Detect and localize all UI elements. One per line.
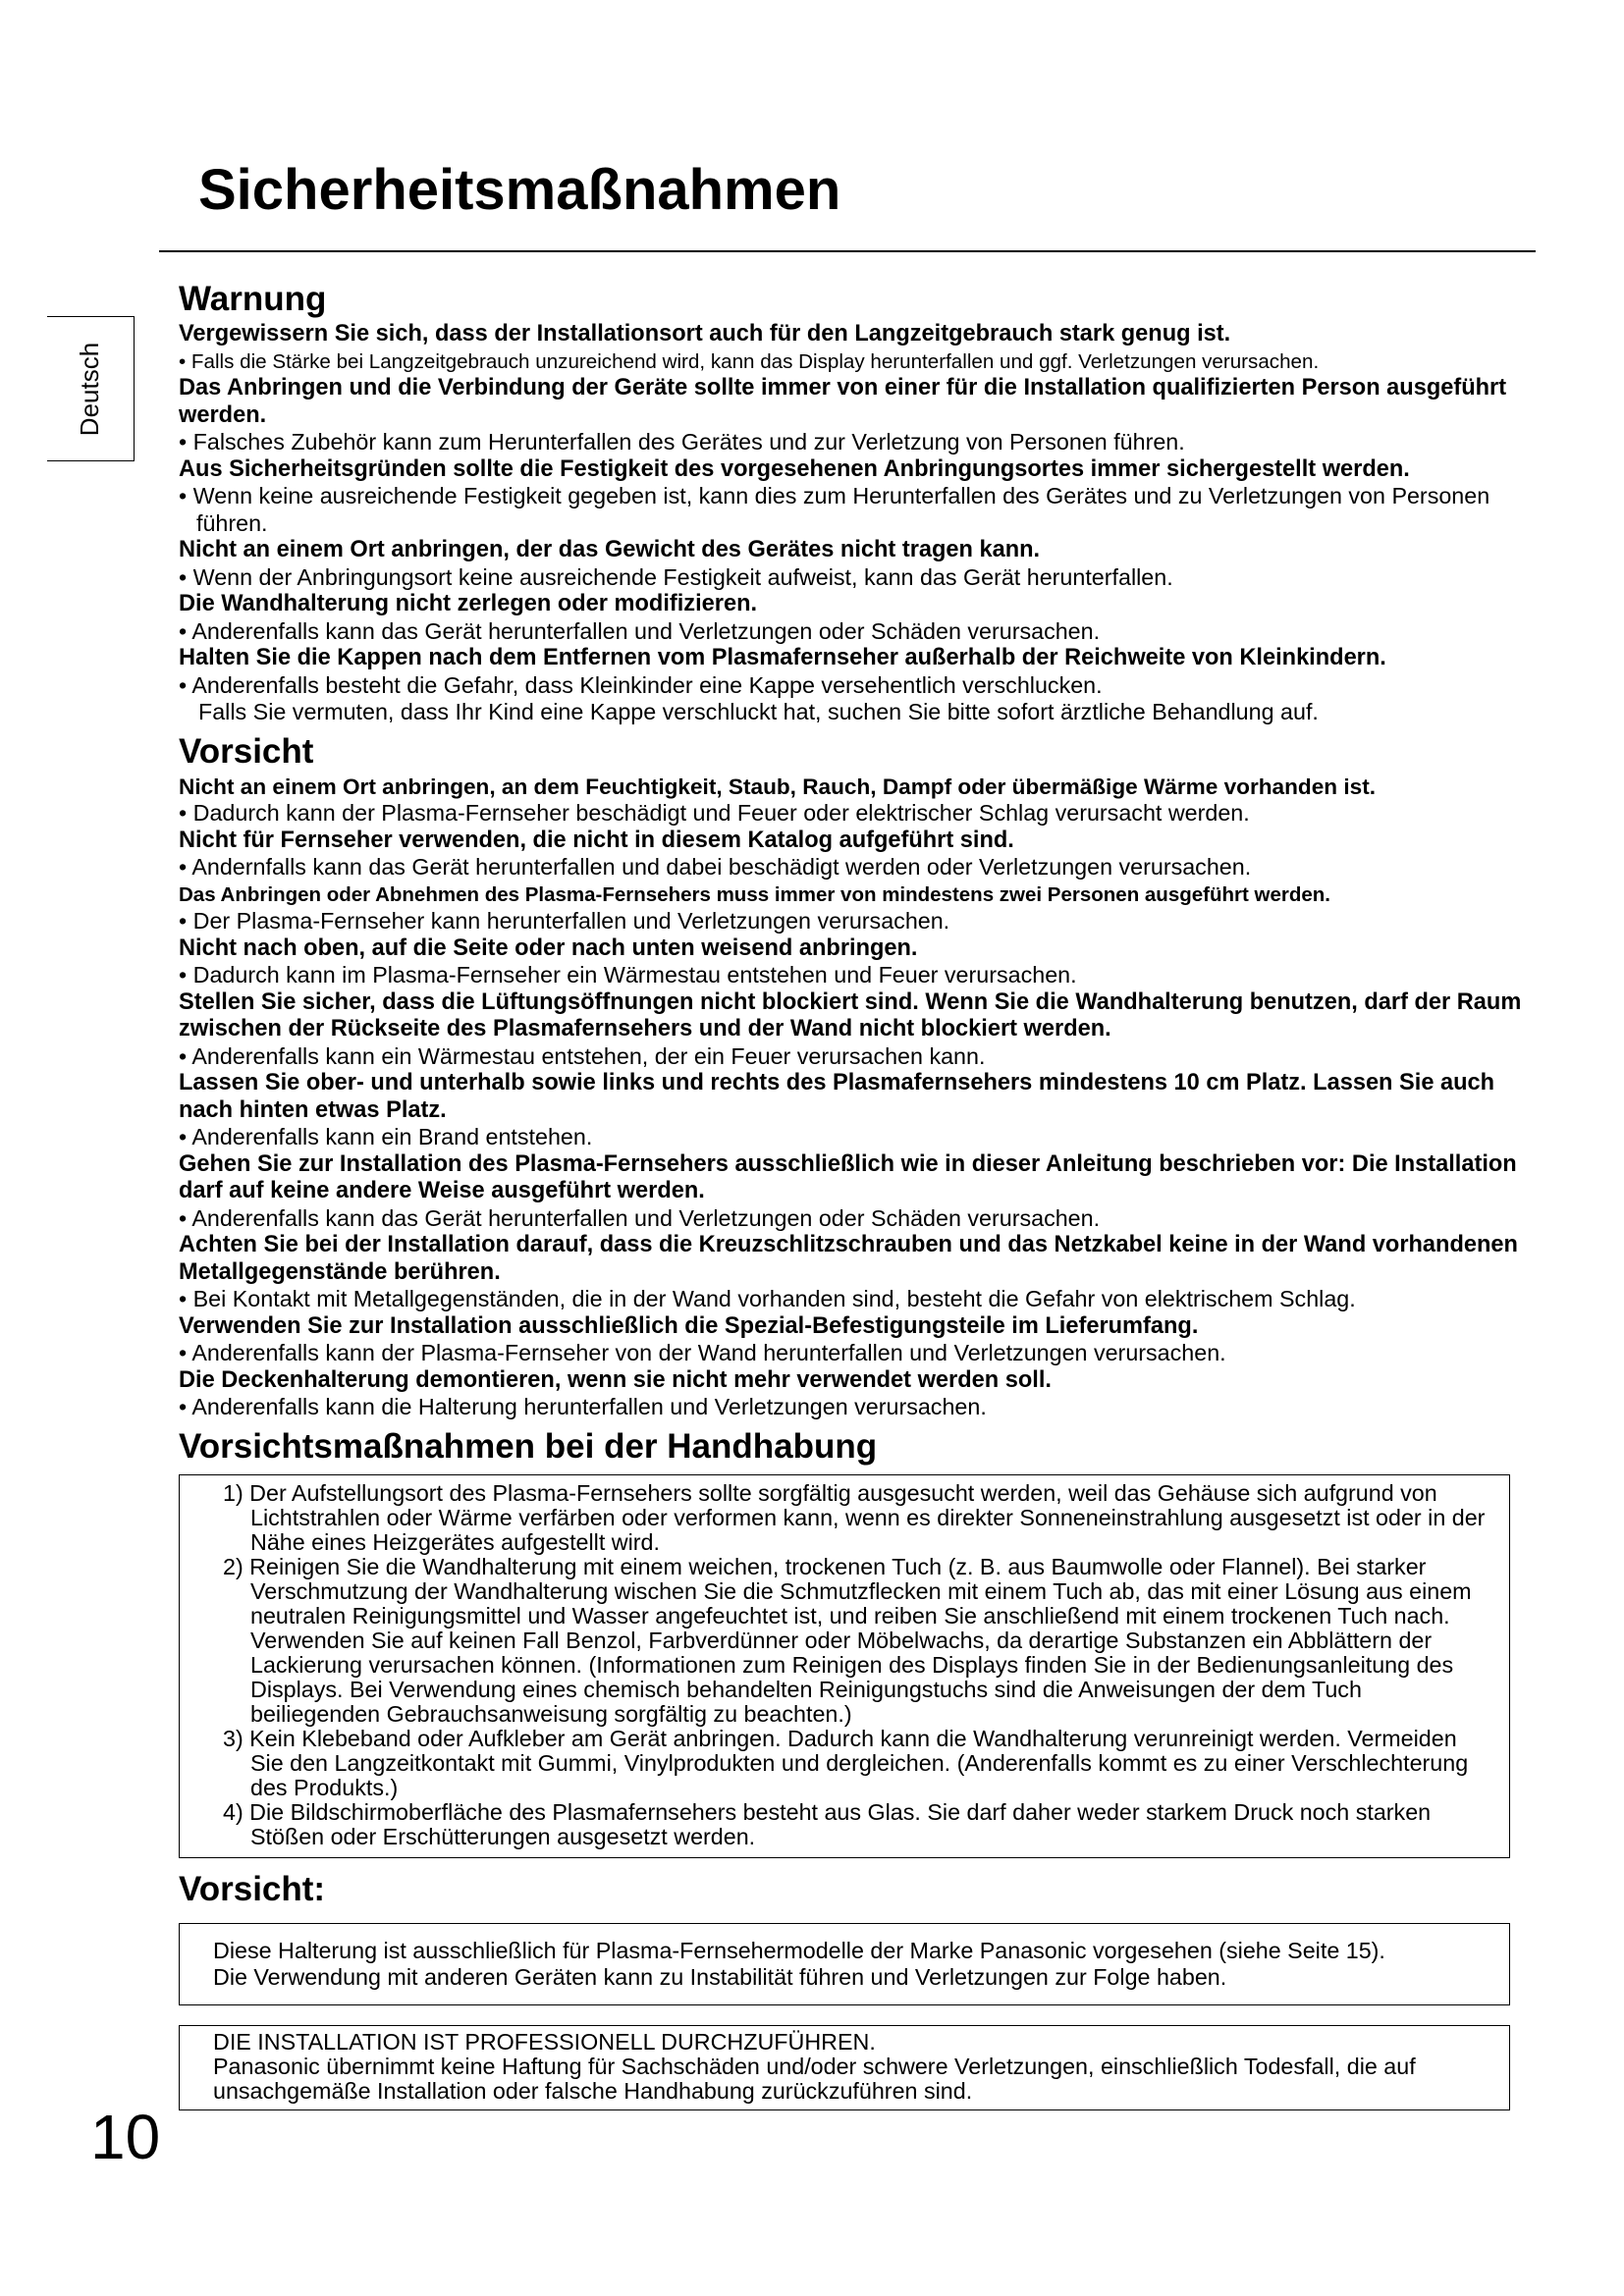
handling-heading: Vorsichtsmaßnahmen bei der Handhabung <box>179 1426 878 1466</box>
language-tab-label: Deutsch <box>75 342 105 436</box>
title-divider <box>159 250 1536 252</box>
caution-item-bullet: • Anderenfalls kann ein Wärmestau entstehen, der ein Feuer verursachen kann. <box>179 1042 986 1069</box>
caution-item <box>179 774 1536 828</box>
warning-item-bullet: • Anderenfalls kann das Gerät herunterfallen und Verletzungen oder Schäden verursachen. <box>179 617 1101 644</box>
vorsicht-heading: Vorsicht <box>179 731 314 771</box>
caution-item-bullet: • Anderenfalls kann die Halterung herunterfallen und Verletzungen verursachen. <box>179 1394 987 1419</box>
vorsicht-note-line: Die Verwendung mit anderen Geräten kann zu Instabilität führen und Verletzungen zur Folge haben. <box>213 1963 1227 1990</box>
caution-item-head: Nicht an einem Ort anbringen, an dem Feuchtigkeit, Staub, Rauch, Dampf oder übermäßige Wärme vorhanden ist. <box>179 774 1377 799</box>
caution-item-bullet: • Anderenfalls kann der Plasma-Fernseher von der Wand herunterfallen und Verletzungen verursachen. <box>179 1340 1226 1365</box>
caution-item <box>179 828 1536 881</box>
warning-item <box>179 375 1536 456</box>
language-tab <box>47 316 135 461</box>
caution-item-head: Gehen Sie zur Installation des Plasma-Fernsehers ausschließlich wie in dieser Anleitung beschrieben vor: Die Installation darf auf keine andere Weise ausgeführt werden. <box>179 1150 1517 1203</box>
vorsicht-note-box <box>179 1923 1510 2005</box>
caution-item-head: Die Deckenhalterung demontieren, wenn sie nicht mehr verwendet werden soll. <box>179 1366 1052 1393</box>
warning-item-bullet: • Wenn der Anbringungsort keine ausreichende Festigkeit aufweist, kann das Gerät herunterfallen. <box>179 563 1173 590</box>
caution-item-bullet: • Andernfalls kann das Gerät herunterfallen und dabei beschädigt werden oder Verletzungen verursachen. <box>179 854 1252 880</box>
caution-item-bullet: • Bei Kontakt mit Metallgegenständen, die in der Wand vorhanden sind, besteht die Gefahr von elektrischem Schlag. <box>179 1286 1356 1311</box>
caution-item-bullet: • Dadurch kann im Plasma-Fernseher ein Wärmestau entstehen und Feuer verursachen. <box>179 962 1077 988</box>
installation-note-text: Panasonic übernimmt keine Haftung für Sachschäden und/oder schwere Verletzungen, einschließlich Todesfall, die auf unsachgemäße Installation oder falsche Handhabung zurückzuführen sind. <box>213 2053 1416 2104</box>
caution-item-head: Achten Sie bei der Installation darauf, dass die Kreuzschlitzschrauben und das Netzkabel keine in der Wand vorhandenen Metallgegenstände berühren. <box>179 1232 1518 1285</box>
caution-item-head: Das Anbringen oder Abnehmen des Plasma-Fernsehers muss immer von mindestens zwei Personen ausgeführt werden. <box>179 882 1330 906</box>
warning-item <box>179 591 1536 645</box>
handling-section <box>179 1425 1536 1858</box>
caution-item-bullet: • Der Plasma-Fernseher kann herunterfallen und Verletzungen verursachen. <box>179 908 950 934</box>
content-area <box>179 278 1536 2110</box>
warning-item-head: Das Anbringen und die Verbindung der Geräte sollte immer von einer für die Installation qualifizierten Person ausgeführt werden. <box>179 375 1507 428</box>
handling-item: 3) Kein Klebeband oder Aufkleber am Gerät anbringen. Dadurch kann die Wandhalterung verunreinigt werden. Vermeiden Sie den Langzeitkontakt mit Gummi, Vinylprodukten und dergleichen. (Anderenfalls kommt es zu einer Verschlechterung des Produkts.) <box>223 1725 1469 1800</box>
caution-item-head: Verwenden Sie zur Installation ausschließlich die Spezial-Befestigungsteile im Lieferumfang. <box>179 1312 1199 1339</box>
warning-item-head: Die Wandhalterung nicht zerlegen oder modifizieren. <box>179 591 758 616</box>
warning-item <box>179 456 1536 538</box>
page-title: Sicherheitsmaßnahmen <box>198 158 841 222</box>
warning-item-head: Nicht an einem Ort anbringen, der das Gewicht des Gerätes nicht tragen kann. <box>179 537 1041 562</box>
warning-item-head: Vergewissern Sie sich, dass der Installationsort auch für den Langzeitgebrauch stark genug ist. <box>179 321 1231 347</box>
caution-item-bullet: • Anderenfalls kann ein Brand entstehen. <box>179 1124 593 1149</box>
vorsicht-note-section <box>179 1868 1536 2005</box>
warning-item-bullet: • Anderenfalls besteht die Gefahr, dass Kleinkinder eine Kappe versehentlich verschlucken. <box>179 671 1103 698</box>
warning-item-bullet: • Falsches Zubehör kann zum Herunterfallen des Gerätes und zur Verletzung von Personen führen. <box>179 429 1185 454</box>
handling-item: 1) Der Aufstellungsort des Plasma-Fernsehers sollte sorgfältig ausgesucht werden, weil das Gehäuse sich aufgrund von Lichtstrahlen oder Wärme verfärben oder verformen kann, wenn es direkter Sonneneinstrahlung ausgesetzt ist oder in der Nähe eines Heizgerätes aufgestellt wird. <box>223 1479 1486 1555</box>
warning-item <box>179 645 1536 726</box>
warning-item-head: Aus Sicherheitsgründen sollte die Festigkeit des vorgesehenen Anbringungsortes immer sichergestellt werden. <box>179 455 1410 482</box>
caution-item <box>179 1151 1536 1233</box>
caution-item <box>179 881 1536 935</box>
warning-item-bullet: • Falls die Stärke bei Langzeitgebrauch unzureichend wird, kann das Display herunterfallen und ggf. Verletzungen verursachen. <box>179 349 1320 373</box>
caution-item-bullet: • Anderenfalls kann das Gerät herunterfallen und Verletzungen oder Schäden verursachen. <box>179 1204 1101 1231</box>
caution-item-head: Lassen Sie ober- und unterhalb sowie links und rechts des Plasmafernsehers mindestens 10 cm Platz. Lassen Sie auch nach hinten etwas Platz. <box>179 1070 1495 1123</box>
caution-item <box>179 1367 1536 1421</box>
warning-item <box>179 321 1536 375</box>
caution-item-bullet: • Dadurch kann der Plasma-Fernseher beschädigt und Feuer oder elektrischer Schlag verursacht werden. <box>179 800 1250 826</box>
warning-item-bullet-extra: Falls Sie vermuten, dass Ihr Kind eine Kappe verschluckt hat, suchen Sie bitte sofort ärztliche Behandlung auf. <box>198 699 1319 724</box>
caution-item <box>179 935 1536 989</box>
installation-note-title: DIE INSTALLATION IST PROFESSIONELL DURCHZUFÜHREN. <box>213 2028 876 2055</box>
warning-item <box>179 537 1536 591</box>
handling-item: 2) Reinigen Sie die Wandhalterung mit einem weichen, trockenen Tuch (z. B. aus Baumwolle oder Flannel). Bei starker Verschmutzung der Wandhalterung wischen Sie die Schmutzflecken mit einem Tuch ab, das mit einer Lösung aus einem neutralen Reinigungsmittel und Wasser angefeuchtet ist, und reiben Sie anschließend mit einem trockenen Tuch nach. Verwenden Sie auf keinen Fall Benzol, Farbverdünner oder Möbelwachs, da derartige Substanzen ein Abblättern der Lackierung verursachen können. (Informationen zum Reinigen des Displays finden Sie in der Bedienungsanleitung des Displays. Bei Verwendung eines chemisch behandelten Reinigungstuchs sind die Anweisungen der dem Tuch beiliegenden Gebrauchsanweisung sorgfältig zu beachten.) <box>223 1553 1472 1727</box>
handling-box <box>179 1474 1510 1858</box>
vorsicht-note-line: Diese Halterung ist ausschließlich für Plasma-Fernsehermodelle der Marke Panasonic vorgesehen (siehe Seite 15). <box>213 1937 1385 1963</box>
caution-item-head: Stellen Sie sicher, dass die Lüftungsöffnungen nicht blockiert sind. Wenn Sie die Wandhalterung benutzen, darf der Raum zwischen der Rückseite des Plasmafernsehers und der Wand nicht blockiert werden. <box>179 988 1522 1041</box>
caution-item-head: Nicht nach oben, auf die Seite oder nach unten weisend anbringen. <box>179 934 918 961</box>
caution-item <box>179 1070 1536 1151</box>
warnung-section <box>179 278 1536 726</box>
vorsicht-note-heading: Vorsicht: <box>179 1869 326 1908</box>
vorsicht-section <box>179 730 1536 1421</box>
caution-item-head: Nicht für Fernseher verwenden, die nicht in diesem Katalog aufgeführt sind. <box>179 827 1014 853</box>
caution-item <box>179 1232 1536 1313</box>
caution-item <box>179 1313 1536 1367</box>
warning-item-bullet: • Wenn keine ausreichende Festigkeit gegeben ist, kann dies zum Herunterfallen des Gerätes und zu Verletzungen von Personen führen. <box>179 483 1490 536</box>
warnung-heading: Warnung <box>179 280 327 318</box>
caution-item <box>179 989 1536 1071</box>
warning-item-head: Halten Sie die Kappen nach dem Entfernen vom Plasmafernseher außerhalb der Reichweite von Kleinkindern. <box>179 645 1386 670</box>
installation-note-box <box>179 2025 1510 2110</box>
page-number: 10 <box>90 2102 161 2172</box>
handling-item: 4) Die Bildschirmoberfläche des Plasmafernsehers besteht aus Glas. Sie darf daher weder starkem Druck noch starken Stößen oder Erschütterungen ausgesetzt werden. <box>223 1798 1432 1849</box>
